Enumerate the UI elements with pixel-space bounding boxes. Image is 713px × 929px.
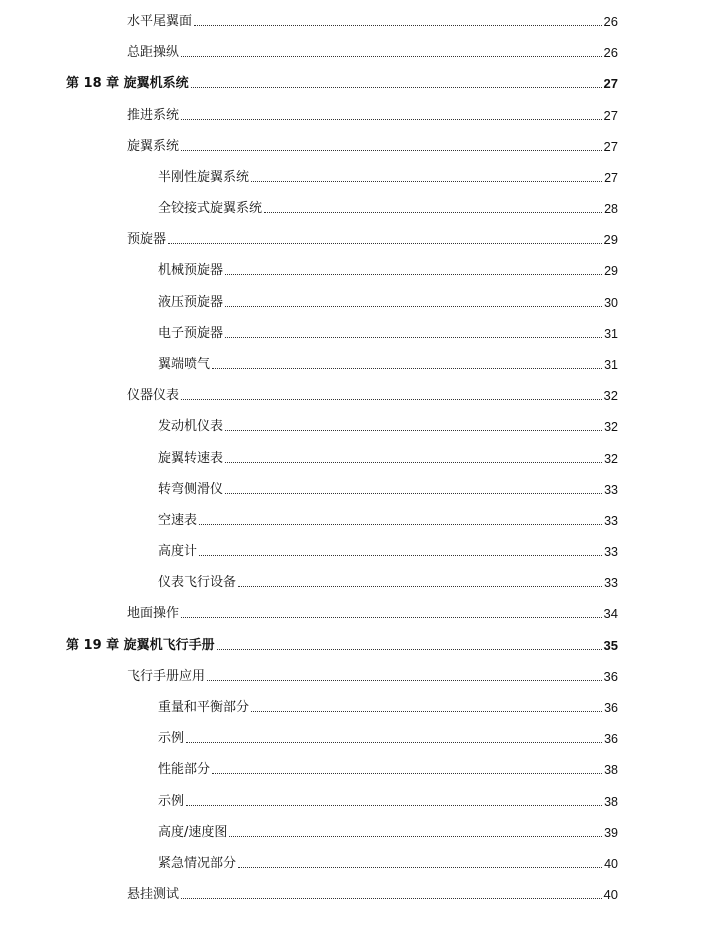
- toc-entry[interactable]: [158, 571, 618, 591]
- toc-entry[interactable]: [158, 821, 618, 841]
- dot-leader: [181, 399, 602, 400]
- dot-leader: [264, 212, 602, 213]
- toc-entry[interactable]: [158, 415, 618, 435]
- toc-page-number: 30: [604, 296, 618, 310]
- toc-page-number: 33: [604, 576, 618, 590]
- toc-entry-title: 翼端喷气: [158, 357, 211, 372]
- toc-page-number: 27: [603, 139, 618, 154]
- toc-entry[interactable]: [127, 665, 618, 685]
- toc-entry[interactable]: [127, 602, 618, 622]
- dot-leader: [181, 150, 602, 151]
- dot-leader: [238, 586, 602, 587]
- toc-page-number: 26: [603, 45, 618, 60]
- toc-page-number: 40: [603, 887, 618, 902]
- toc-page-number: 35: [603, 638, 618, 653]
- toc-entry-title: 发动机仪表: [158, 419, 224, 434]
- dot-leader: [181, 898, 602, 899]
- toc-entry[interactable]: [127, 104, 618, 124]
- toc-entry[interactable]: [127, 41, 618, 61]
- toc-entry-title: 飞行手册应用: [127, 669, 206, 684]
- toc-entry[interactable]: [158, 727, 618, 747]
- dot-leader: [251, 711, 602, 712]
- dot-leader: [181, 617, 602, 618]
- dot-leader: [212, 368, 602, 369]
- toc-chapter-entry[interactable]: [66, 634, 618, 654]
- toc-entry-title: 全铰接式旋翼系统: [158, 201, 263, 216]
- toc-page-number: 34: [603, 606, 618, 621]
- dot-leader: [181, 56, 602, 57]
- toc-entry[interactable]: [158, 166, 618, 186]
- toc-page-number: 36: [603, 669, 618, 684]
- dot-leader: [194, 25, 602, 26]
- dot-leader: [186, 805, 602, 806]
- toc-entry[interactable]: [158, 197, 618, 217]
- toc-entry[interactable]: [127, 228, 618, 248]
- toc-page-number: 38: [604, 763, 618, 777]
- toc-page-number: 32: [604, 420, 618, 434]
- toc-entry-title: 半刚性旋翼系统: [158, 170, 250, 185]
- toc-page-number: 33: [604, 545, 618, 559]
- toc-page-number: 26: [603, 14, 618, 29]
- toc-page-number: 39: [604, 826, 618, 840]
- toc-entry-title: 悬挂测试: [127, 887, 180, 902]
- toc-entry[interactable]: [158, 259, 618, 279]
- dot-leader: [199, 524, 602, 525]
- toc-entry-title: 性能部分: [158, 762, 211, 777]
- toc-page-number: 36: [604, 701, 618, 715]
- toc-entry-title: 旋翼系统: [127, 139, 180, 154]
- toc-page-number: 40: [604, 857, 618, 871]
- toc-page-number: 29: [603, 232, 618, 247]
- toc-page-number: 32: [603, 388, 618, 403]
- dot-leader: [229, 836, 602, 837]
- toc-entry[interactable]: [158, 478, 618, 498]
- toc-entry[interactable]: [158, 540, 618, 560]
- toc-page-number: 33: [604, 483, 618, 497]
- toc-page-number: 33: [604, 514, 618, 528]
- toc-entry-title: 第 19 章 旋翼机飞行手册: [66, 638, 215, 653]
- toc-entry-title: 重量和平衡部分: [158, 700, 250, 715]
- dot-leader: [186, 742, 602, 743]
- toc-entry[interactable]: [158, 758, 618, 778]
- toc-entry-title: 液压预旋器: [158, 295, 224, 310]
- toc-entry[interactable]: [158, 353, 618, 373]
- toc-page-number: 27: [603, 76, 618, 91]
- toc-entry-title: 示例: [158, 794, 185, 809]
- toc-page-number: 31: [604, 327, 618, 341]
- dot-leader: [225, 306, 602, 307]
- toc-entry-title: 示例: [158, 731, 185, 746]
- toc-entry-title: 仪器仪表: [127, 388, 180, 403]
- toc-entry-title: 空速表: [158, 513, 198, 528]
- toc-entry-title: 第 18 章 旋翼机系统: [66, 76, 189, 91]
- toc-page-number: 32: [604, 452, 618, 466]
- toc-page-number: 27: [603, 108, 618, 123]
- toc-entry[interactable]: [127, 135, 618, 155]
- toc-entry-title: 旋翼转速表: [158, 451, 224, 466]
- dot-leader: [225, 462, 602, 463]
- toc-entry[interactable]: [158, 291, 618, 311]
- toc-entry-title: 预旋器: [127, 232, 167, 247]
- toc-entry[interactable]: [158, 852, 618, 872]
- dot-leader: [225, 493, 602, 494]
- toc-page-number: 38: [604, 795, 618, 809]
- toc-entry[interactable]: [158, 322, 618, 342]
- dot-leader: [168, 243, 602, 244]
- toc-entry-title: 高度计: [158, 544, 198, 559]
- toc-entry[interactable]: [127, 384, 618, 404]
- toc-entry[interactable]: [158, 790, 618, 810]
- toc-entry-title: 地面操作: [127, 606, 180, 621]
- dot-leader: [225, 430, 602, 431]
- toc-page-number: 36: [604, 732, 618, 746]
- toc-entry-title: 紧急情况部分: [158, 856, 237, 871]
- toc-entry-title: 高度/速度图: [158, 825, 228, 840]
- toc-page-number: 29: [604, 264, 618, 278]
- dot-leader: [207, 680, 602, 681]
- dot-leader: [251, 181, 602, 182]
- dot-leader: [181, 119, 602, 120]
- dot-leader: [212, 773, 602, 774]
- toc-entry-title: 水平尾翼面: [127, 14, 193, 29]
- toc-entry-title: 转弯侧滑仪: [158, 482, 224, 497]
- dot-leader: [225, 274, 602, 275]
- toc-entry[interactable]: [127, 883, 618, 903]
- dot-leader: [217, 649, 602, 650]
- toc-page-number: 31: [604, 358, 618, 372]
- dot-leader: [199, 555, 602, 556]
- toc-entry-title: 总距操纵: [127, 45, 180, 60]
- toc-entry-title: 机械预旋器: [158, 263, 224, 278]
- toc-entry-title: 电子预旋器: [158, 326, 224, 341]
- dot-leader: [238, 867, 602, 868]
- toc-page-number: 28: [604, 202, 618, 216]
- toc-entry-title: 推进系统: [127, 108, 180, 123]
- dot-leader: [225, 337, 602, 338]
- dot-leader: [191, 87, 602, 88]
- toc-entry[interactable]: [158, 447, 618, 467]
- toc-chapter-entry[interactable]: [66, 72, 618, 92]
- toc-entry[interactable]: [127, 10, 618, 30]
- toc-entry-title: 仪表飞行设备: [158, 575, 237, 590]
- toc-entry[interactable]: [158, 696, 618, 716]
- toc-page-number: 27: [604, 171, 618, 185]
- toc-entry[interactable]: [158, 509, 618, 529]
